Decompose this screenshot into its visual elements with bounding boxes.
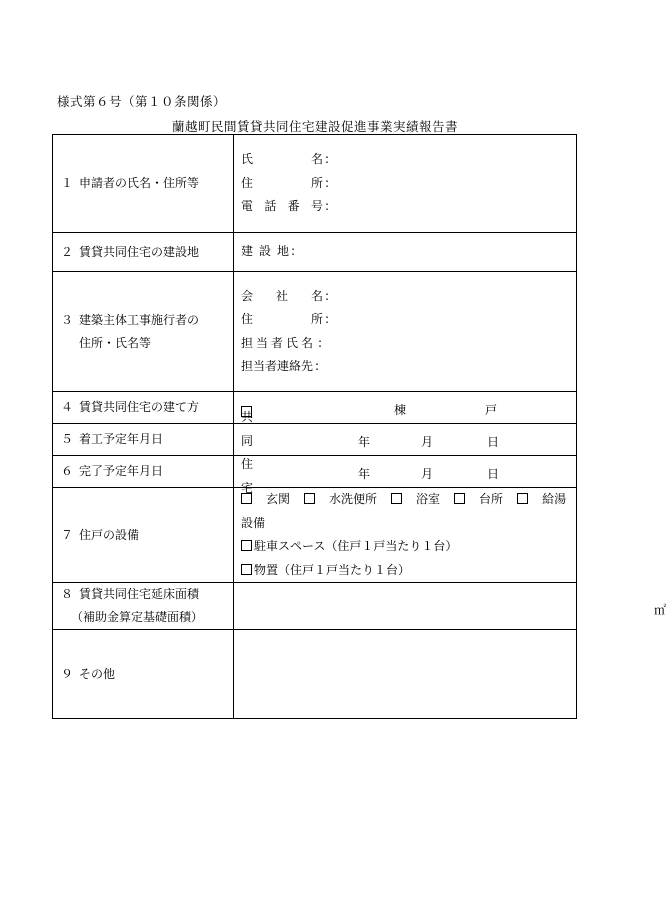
checkbox-parking[interactable]: 駐車スペース（住戸１戸当たり１台） xyxy=(241,535,576,559)
label-equipment: ７ 住戸の設備 xyxy=(53,488,234,583)
field-contact[interactable]: 担当者連絡先 : xyxy=(241,359,320,373)
unit-square-meters: ㎡ xyxy=(654,603,666,617)
building-type-fields: 共同住宅 棟 戸 xyxy=(234,392,577,424)
row-equipment xyxy=(53,488,577,583)
checkbox-icon xyxy=(241,540,252,551)
row-start-date xyxy=(53,424,577,456)
unit-units: 戸 xyxy=(485,403,498,417)
row-building-type xyxy=(53,392,577,424)
field-other[interactable] xyxy=(234,630,577,719)
field-phone[interactable]: 電 話 番 号 : xyxy=(241,199,330,214)
row-construction-site xyxy=(53,233,577,272)
field-name[interactable]: 氏 名 : xyxy=(241,152,330,167)
checkbox-kitchen[interactable]: 台所 xyxy=(454,492,503,506)
row-contractor xyxy=(53,272,577,392)
field-company-address[interactable]: 住 所 : xyxy=(241,312,330,326)
equipment-fields xyxy=(234,488,577,583)
field-address[interactable]: 住 所 : xyxy=(241,175,330,190)
field-person-in-charge[interactable]: 担当者氏名 : xyxy=(241,335,323,350)
checkbox-icon xyxy=(391,493,402,504)
checkbox-icon xyxy=(454,493,465,504)
document-title: 蘭越町民間賃貸共同住宅建設促進事業実績報告書 xyxy=(171,119,458,134)
checkbox-icon xyxy=(517,493,528,504)
field-construction-site[interactable]: 建 設 地 : xyxy=(234,233,577,272)
row-completion-date xyxy=(53,456,577,488)
label-construction-site: ２ 賃貸共同住宅の建設地 xyxy=(53,233,234,272)
label-applicant: １ 申請者の氏名・住所等 xyxy=(53,135,234,233)
completion-date-field[interactable]: 年 月 日 xyxy=(234,456,577,488)
checkbox-icon xyxy=(304,493,315,504)
checkbox-flush-toilet[interactable]: 水洗便所 xyxy=(304,492,377,506)
row-floor-area xyxy=(53,583,577,630)
report-form-table xyxy=(52,134,666,719)
form-number: 様式第６号（第１０条関係） xyxy=(57,94,227,109)
checkbox-storage[interactable]: 物置（住戸１戸当たり１台） xyxy=(241,559,576,583)
applicant-fields xyxy=(234,135,577,233)
label-floor-area: ８ 賃貸共同住宅延床面積 （補助金算定基礎面積） xyxy=(53,583,234,630)
label-other: ９ その他 xyxy=(53,630,234,719)
checkbox-icon xyxy=(241,564,252,575)
unit-buildings: 棟 xyxy=(394,403,407,417)
floor-area-field[interactable] xyxy=(234,583,666,630)
label-completion-date: ６ 完了予定年月日 xyxy=(53,456,234,488)
field-company-name[interactable]: 会 社 名 : xyxy=(241,288,330,303)
contractor-fields xyxy=(234,272,577,392)
label-contractor: ３ 建築主体工事施行者の 住所・氏名等 xyxy=(53,272,234,392)
checkbox-hot-water[interactable]: 給湯設備 xyxy=(241,492,567,530)
row-other xyxy=(53,630,577,719)
row-applicant xyxy=(53,135,577,233)
checkbox-bathroom[interactable]: 浴室 xyxy=(391,492,440,506)
start-date-field[interactable]: 年 月 日 xyxy=(234,424,577,456)
label-building-type: ４ 賃貸共同住宅の建て方 xyxy=(53,392,234,424)
label-start-date: ５ 着工予定年月日 xyxy=(53,424,234,456)
checkbox-entrance[interactable]: 玄関 xyxy=(241,492,290,506)
